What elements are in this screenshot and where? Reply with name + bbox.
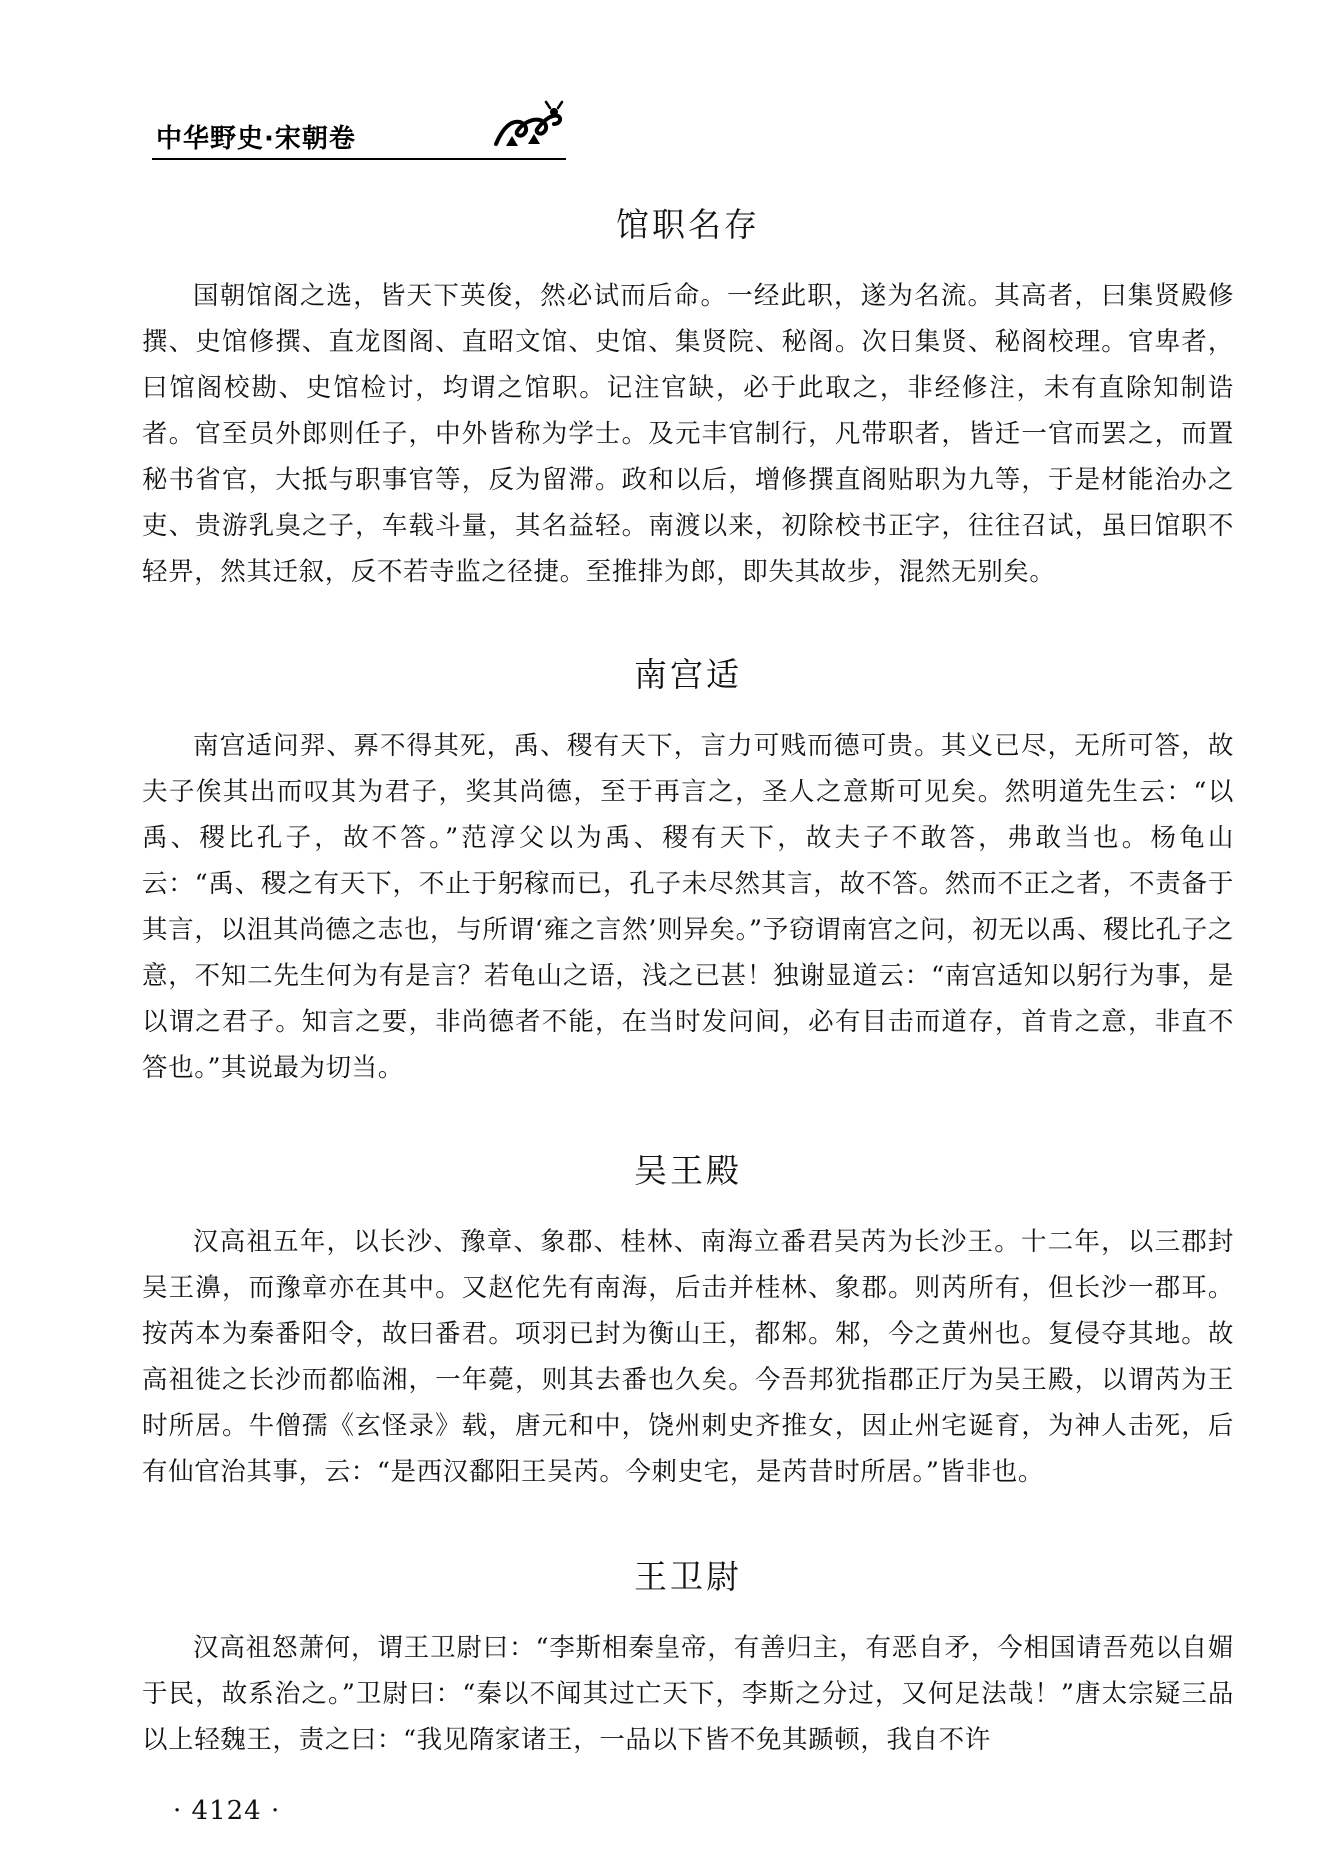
section-title: 馆职名存	[616, 205, 760, 244]
section-wuwang-dian	[142, 1151, 1234, 1495]
page-number: · 4124 ·	[173, 1796, 281, 1826]
section-body: 汉高祖五年，以长沙、豫章、象郡、桂林、南海立番君吴芮为长沙王。十二年，以三郡封吴王濞，而豫章亦在其中。又赵佗先有南海，后击并桂林、象郡。则芮所有，但长沙一郡耳。按芮本为秦番阳令，故曰番君。项羽已封为衡山王，都邾。邾，今之黄州也。复侵夺其地。故高祖徙之长沙而都临湘，一年薨，则其去番也久矣。今吾邦犹指郡正厅为吴王殿，以谓芮为王时所居。牛僧孺《玄怪录》载，唐元和中，饶州刺史齐推女，因止州宅诞育，为神人击死，后有仙官治其事，云：“是西汉鄱阳王吴芮。今刺史宅，是芮昔时所居。”皆非也。	[142, 1227, 1234, 1487]
section-body: 汉高祖怒萧何，谓王卫尉曰：“李斯相秦皇帝，有善归主，有恶自矛，今相国请吾苑以自媚于民，故系治之。”卫尉曰：“秦以不闻其过亡天下，李斯之分过，又何足法哉！”唐太宗疑三品以上轻魏王，责之曰：“我见隋家诸王，一品以下皆不免其踬顿，我自不许	[142, 1633, 1234, 1755]
dragon-emblem-icon	[488, 100, 566, 156]
section-body: 南宫适问羿、奡不得其死，禹、稷有天下，言力可贱而德可贵。其义已尽，无所可答，故夫子俟其出而叹其为君子，奖其尚德，至于再言之，圣人之意斯可见矣。然明道先生云：“以禹、稷比孔子，故不答。”范淳父以为禹、稷有天下，故夫子不敢答，弗敢当也。杨龟山云：“禹、稷之有天下，不止于躬稼而已，孔子未尽然其言，故不答。然而不正之者，不责备于其言，以沮其尚德之志也，与所谓‘雍之言然’则异矣。”予窃谓南宫之问，初无以禹、稷比孔子之意，不知二先生何为有是言？若龟山之语，浅之已甚！独谢显道云：“南宫适知以躬行为事，是以谓之君子。知言之要，非尚德者不能，在当时发问间，必有目击而道存，首肯之意，非直不答也。”其说最为切当。	[142, 731, 1234, 1083]
section-body: 国朝馆阁之选，皆天下英俊，然必试而后命。一经此职，遂为名流。其高者，曰集贤殿修撰、史馆修撰、直龙图阁、直昭文馆、史馆、集贤院、秘阁。次日集贤、秘阁校理。官卑者，曰馆阁校勘、史馆检讨，均谓之馆职。记注官缺，必于此取之，非经修注，未有直除知制诰者。官至员外郎则任子，中外皆称为学士。及元丰官制行，凡带职者，皆迁一官而罢之，而置秘书省官，大抵与职事官等，反为留滞。政和以后，增修撰直阁贴职为九等，于是材能治办之吏、贵游乳臭之子，车载斗量，其名益轻。南渡以来，初除校书正字，往往召试，虽曰馆职不轻畀，然其迁叙，反不若寺监之径捷。至推排为郎，即失其故步，混然无别矣。	[142, 281, 1234, 587]
section-guanzhi-mingcun	[142, 205, 1234, 595]
header-rule	[152, 158, 566, 160]
section-title: 吴王殿	[634, 1151, 742, 1190]
book-title: 中华野史·宋朝卷	[156, 124, 356, 154]
section-wang-weiwei	[142, 1557, 1234, 1763]
running-header	[152, 100, 566, 160]
section-title: 南宫适	[634, 655, 742, 694]
page-content	[142, 205, 1234, 1763]
section-title: 王卫尉	[634, 1557, 742, 1596]
section-nangong-kuo	[142, 655, 1234, 1091]
